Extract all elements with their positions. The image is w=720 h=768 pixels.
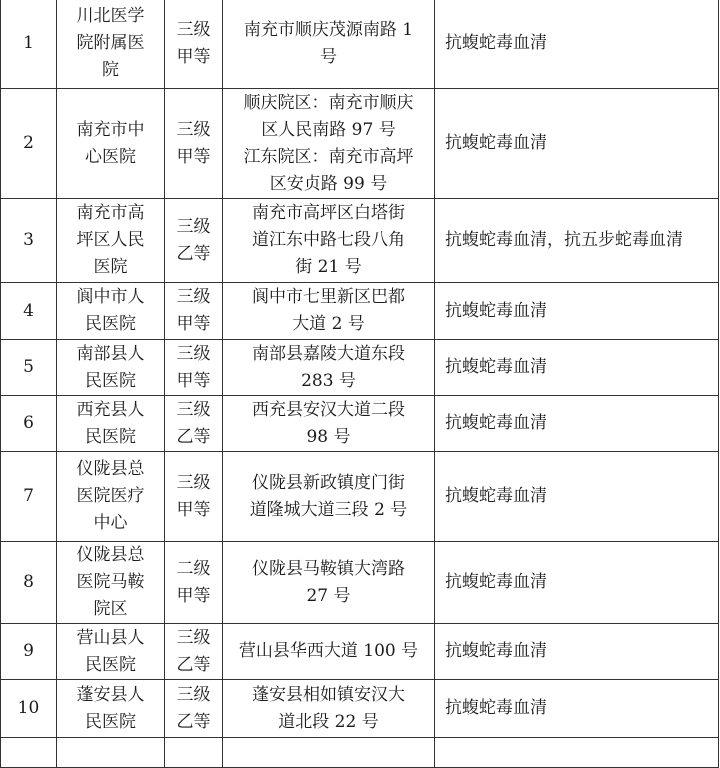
hospital-address [223, 624, 435, 680]
hospital-address-line: 南部县嘉陵大道东段 [252, 343, 405, 364]
hospital-address-line: 道江东中路七段八角 [252, 230, 405, 250]
hospital-name-line: 仪陇县总 [76, 545, 145, 565]
row-number: 2 [1, 89, 57, 199]
antivenom-serum: 抗蝮蛇毒血清 [435, 452, 719, 542]
hospital-level [165, 340, 223, 396]
table-row [1, 452, 719, 542]
hospital-name-line: 民医院 [85, 711, 136, 732]
hospital-name [57, 624, 165, 680]
hospital-name [57, 0, 165, 89]
hospital-address [223, 452, 435, 542]
table-row [1, 283, 719, 340]
row-number: 8 [1, 542, 57, 624]
hospital-name-line: 民医院 [85, 654, 136, 675]
hospital-name-line: 仪陇县总 [76, 459, 145, 479]
hospital-name [57, 340, 165, 396]
hospital-address-line: 南充市顺庆茂源南路 1 [243, 19, 414, 40]
hospital-name [57, 542, 165, 624]
antivenom-serum: 抗蝮蛇毒血清 [435, 542, 719, 624]
antivenom-serum: 抗蝮蛇毒血清 [435, 340, 719, 396]
table-row [1, 624, 719, 680]
hospital-level [165, 199, 223, 283]
hospital-name-line: 民医院 [85, 314, 136, 334]
hospital-address-line: 营山县华西大道 100 号 [238, 641, 419, 661]
hospital-name [57, 396, 165, 452]
hospital-level-line: 甲等 [176, 585, 211, 606]
table-row-partial [1, 738, 719, 768]
empty-cell [1, 738, 57, 768]
hospital-address-line: 南充市高坪区白塔街 [252, 203, 405, 223]
hospital-level-line: 甲等 [176, 146, 211, 167]
hospital-level [165, 542, 223, 624]
hospital-address [223, 283, 435, 340]
table-row [1, 396, 719, 452]
hospital-name-line: 院附属医 [76, 33, 145, 53]
hospital-name-line: 南充市中 [76, 119, 145, 140]
hospital-level-line: 三级 [176, 343, 211, 364]
hospital-address [223, 542, 435, 624]
hospital-address-line: 西充县安汉大道二段 [252, 399, 405, 420]
hospital-level-line: 甲等 [176, 499, 211, 520]
antivenom-serum: 抗蝮蛇毒血清 [435, 624, 719, 680]
row-number: 7 [1, 452, 57, 542]
antivenom-serum: 抗蝮蛇毒血清 [435, 680, 719, 738]
hospital-address [223, 680, 435, 738]
table-row [1, 0, 719, 89]
hospital-level-line: 甲等 [176, 314, 211, 334]
row-number: 10 [1, 680, 57, 738]
hospital-name-line: 川北医学 [76, 6, 145, 26]
hospital-name [57, 680, 165, 738]
hospital-level-line: 甲等 [176, 46, 211, 67]
hospital-name [57, 199, 165, 283]
antivenom-serum: 抗蝮蛇毒血清 [435, 0, 719, 89]
row-number: 3 [1, 199, 57, 283]
hospital-name-line: 蓬安县人 [76, 684, 145, 705]
empty-cell [165, 738, 223, 768]
hospital-address-line: 蓬安县相如镇安汉大 [252, 684, 405, 705]
hospital-name [57, 283, 165, 340]
hospital-address-line: 区安贞路 99 号 [269, 173, 388, 194]
table-body [1, 0, 719, 768]
hospital-address-line: 阆中市七里新区巴都 [252, 287, 405, 307]
hospital-address-line: 道北段 22 号 [278, 711, 379, 732]
hospital-level-line: 三级 [176, 216, 211, 237]
empty-cell [435, 738, 719, 768]
hospital-level-line: 乙等 [176, 243, 211, 264]
hospital-address-line: 号 [320, 46, 337, 67]
hospital-name-line: 民医院 [85, 426, 136, 447]
hospital-level-line: 二级 [176, 558, 211, 579]
hospital-level-line: 乙等 [176, 426, 211, 447]
table-row [1, 542, 719, 624]
hospital-address-line: 江东院区：南充市高坪 [243, 146, 414, 167]
hospital-name-line: 西充县人 [76, 399, 145, 420]
antivenom-serum: 抗蝮蛇毒血清 [435, 396, 719, 452]
hospital-address [223, 89, 435, 199]
hospital-address [223, 396, 435, 452]
antivenom-serum: 抗蝮蛇毒血清，抗五步蛇毒血清 [435, 199, 719, 283]
hospital-level-line: 三级 [176, 399, 211, 420]
hospital-name-line: 心医院 [85, 146, 136, 167]
hospital-address-line: 区人民南路 97 号 [261, 119, 396, 140]
hospital-name-line: 医院医疗 [76, 486, 145, 506]
hospital-level-line: 三级 [176, 684, 211, 705]
hospital-name-line: 南充市高 [76, 203, 145, 223]
hospital-level-line: 三级 [176, 472, 211, 493]
hospital-address-line: 大道 2 号 [292, 314, 365, 334]
hospital-level [165, 452, 223, 542]
hospital-address-line: 98 号 [306, 426, 351, 447]
hospital-name-line: 阆中市人 [76, 287, 145, 307]
antivenom-serum: 抗蝮蛇毒血清 [435, 89, 719, 199]
antivenom-serum: 抗蝮蛇毒血清 [435, 283, 719, 340]
hospital-level [165, 680, 223, 738]
hospital-name-line: 营山县人 [76, 627, 145, 648]
hospital-address [223, 340, 435, 396]
table-row [1, 199, 719, 283]
hospital-name [57, 89, 165, 199]
table-row [1, 340, 719, 396]
row-number: 1 [1, 0, 57, 89]
row-number: 6 [1, 396, 57, 452]
table-row [1, 89, 719, 199]
hospital-name [57, 452, 165, 542]
hospital-level-line: 三级 [176, 627, 211, 648]
hospital-address-line: 仪陇县马鞍镇大湾路 [252, 558, 405, 579]
row-number: 5 [1, 340, 57, 396]
hospital-address-line: 27 号 [306, 585, 351, 606]
hospital-level [165, 89, 223, 199]
hospital-level [165, 624, 223, 680]
hospital-address-line: 仪陇县新政镇度门街 [252, 472, 405, 493]
hospital-name-line: 南部县人 [76, 343, 145, 364]
empty-cell [223, 738, 435, 768]
hospital-name-line: 中心 [93, 513, 128, 533]
hospital-address-line: 街 21 号 [295, 257, 362, 277]
hospital-level-line: 三级 [176, 287, 211, 307]
empty-cell [57, 738, 165, 768]
hospital-address-line: 道隆城大道三段 2 号 [249, 499, 408, 520]
row-number: 9 [1, 624, 57, 680]
hospital-level-line: 甲等 [176, 370, 211, 391]
hospital-name-line: 民医院 [85, 370, 136, 391]
hospital-name-line: 院区 [93, 599, 128, 619]
table-row [1, 680, 719, 738]
hospital-address [223, 199, 435, 283]
hospital-address-line: 顺庆院区：南充市顺庆 [243, 92, 414, 113]
hospital-level [165, 396, 223, 452]
hospital-address-line: 283 号 [301, 370, 356, 391]
hospital-address [223, 0, 435, 89]
hospital-name-line: 院 [102, 60, 119, 80]
row-number: 4 [1, 283, 57, 340]
hospital-name-line: 医院 [93, 257, 128, 277]
hospital-level [165, 0, 223, 89]
hospital-level-line: 乙等 [176, 654, 211, 675]
hospital-level-line: 三级 [176, 119, 211, 140]
hospital-level-line: 乙等 [176, 711, 211, 732]
hospital-name-line: 坪区人民 [76, 230, 145, 250]
hospital-name-line: 医院马鞍 [76, 572, 145, 592]
hospital-level [165, 283, 223, 340]
hospital-level-line: 三级 [176, 19, 211, 40]
